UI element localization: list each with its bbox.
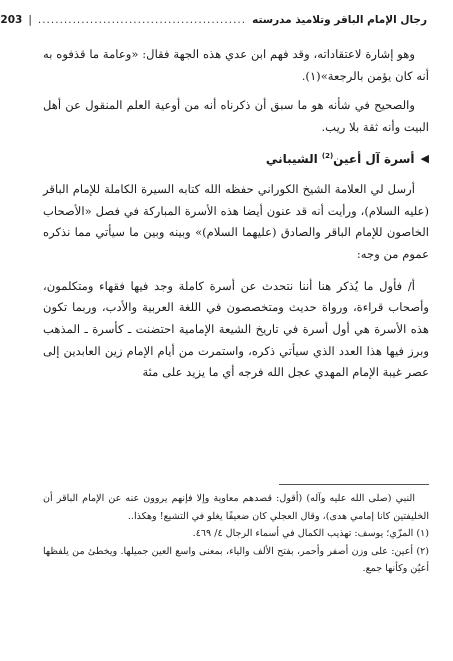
section-title-part-1: أسرة آل أعين — [333, 151, 415, 166]
paragraph-1: وهو إشارة لاعتقاداته، وقد فهم ابن عدي هذه الجهة فقال: «وعامة ما قذفوه به أنه كان يؤمن بالرجعة»(١). — [43, 47, 429, 83]
footnote-2: (٢) أعين: على وزن أصفر وأحمر، بفتح الألف والياء، بمعنى واسع العين جميلها. ويخطئ من يلفظها أعيُن وكأنها جمع. — [43, 545, 429, 574]
paragraph-4: أ/ فأول ما يُذكر هنا أننا نتحدث عن أسرة كاملة وجد فيها فقهاء ومتكلمون، وأصحاب قراءة، ورواة حديث ومتخصصون في اللغة العربية والأدب، وربما تكون هذه الأسرة هي أول أسرة في تاريخ الشيعة الإمامية احتضنت ـ كأسرة ـ المذهب وبرز فيها هذا العدد الذي سيأتي ذكره، واستمرت من أيام الإمام زين العابدين إلى عصر غيبة الإمام المهدي عجل الله فرجه أي ما يزيد على مئة — [43, 278, 429, 380]
footnote-continuation: النبي (صلى الله عليه وآله) (أقول: قصدهم معاوية وإلا فإنهم يروون عنه عن الإمام الباقر أن الخليفتين كانا إمامي هدى)، وقال العجلي كان ضعيفًا يغلو في التشيع! وهكذا.. — [43, 493, 429, 522]
section-heading-text — [266, 149, 415, 169]
section-heading — [43, 149, 429, 169]
book-title: رجال الإمام الباقر وتلاميذ مدرسته — [252, 14, 427, 26]
footnote-divider — [279, 484, 429, 485]
paragraph-2: والصحيح في شأنه هو ما سبق أن ذكرناه أنه من أوعية العلم المنقول عن أهل البيت وأنه ثقة بلا ريب. — [43, 98, 429, 135]
footnotes — [43, 490, 429, 578]
header-separator: | — [28, 14, 32, 26]
footnote-ref-2: (2) — [321, 151, 334, 160]
paragraph-3: أرسل لي العلامة الشيخ الكوراني حفظه الله كتابه السيرة الكاملة للإمام الباقر (عليه السلام)، ورأيت أنه قد عنون أيضا هذه الأسرة المباركة في فصل «الأصحاب الخاصون للإمام الباقر والصادق (عليهما السلام)» وبينه وبين ما سيأتي مما نذكره عموم من وجه: — [43, 181, 429, 261]
header-leader-dots: ................................................ — [37, 14, 247, 26]
page-number: 203 — [0, 14, 23, 26]
section-title-part-2: الشيباني — [265, 151, 322, 166]
main-text — [43, 44, 429, 394]
footnote-1: (١) المزّي؛ يوسف: تهذيب الكمال في أسماء الرجال ٤/ ٤٦٩. — [192, 528, 429, 539]
section-marker-icon: ◀ — [420, 151, 429, 165]
running-header — [0, 12, 427, 28]
